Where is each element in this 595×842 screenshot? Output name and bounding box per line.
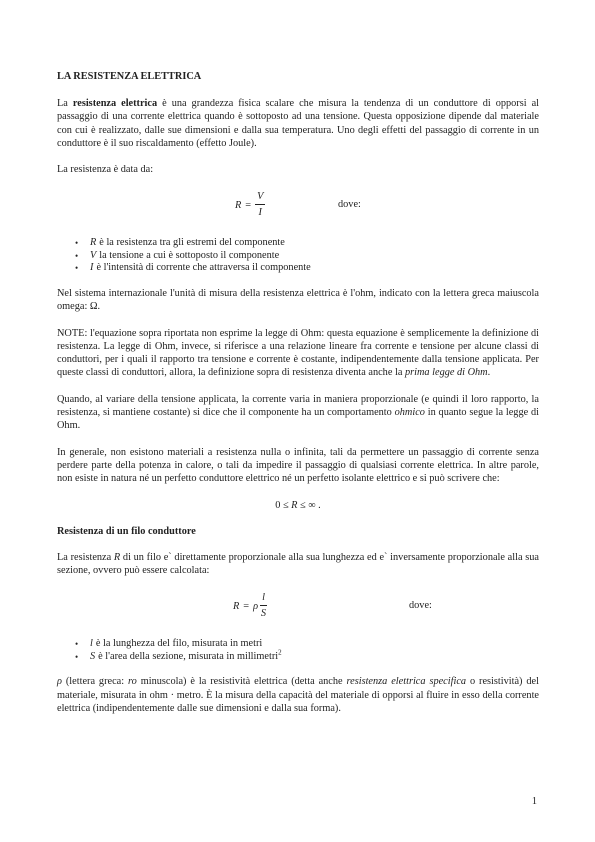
formula-equals: =: [243, 600, 250, 612]
term-resistenza-elettrica: resistenza elettrica: [72, 98, 158, 109]
bullet-icon: •: [75, 639, 79, 650]
formula-fraction: [260, 592, 267, 620]
formula-numerator: V: [255, 191, 265, 205]
formula-dove-label: dove:: [338, 199, 361, 211]
list-item: • l è la lunghezza del filo, misurata in metri: [75, 638, 263, 650]
si-unit-paragraph: Nel sistema internazionale l'unità di misura della resistenza elettrica è l'ohm, indicato con la lettera greca maiuscola omega: Ω.: [57, 287, 539, 313]
bullet-icon: •: [75, 651, 79, 662]
formula-denominator: I: [258, 207, 262, 219]
bullet-icon: •: [75, 263, 79, 274]
page-content: [57, 70, 539, 728]
formula-wire-resistance: [57, 590, 539, 630]
formula-rho: ρ: [253, 600, 259, 612]
formula-lhs: R: [233, 600, 240, 612]
section-title-filo: Resistenza di un filo conduttore: [57, 525, 196, 537]
list-item: • V la tensione a cui è sottoposto il componente: [75, 249, 280, 261]
formula-numerator: l: [260, 592, 267, 606]
note-paragraph: NOTE: l'equazione sopra riportata non esprime la legge di Ohm: questa equazione è semplicemente la definizione di resistenza. La legge di Ohm, invece, si riferisce a una relazione lineare fra corrente e tensione per alcune classi di conduttori, per i quali il rapporto tra tensione e corrente è costante, indipendentemente dalla tensione applicata. Per queste classi di conduttori, allora, la definizione sopra di resistenza diventa anche la prima legge di Ohm.: [57, 327, 539, 379]
general-paragraph: In generale, non esistono materiali a resistenza nulla o infinita, tali da permettere un passaggio di corrente senza perdere parte della potenza in calore, o tali da impedire il passaggio di qualsiasi corrente elettrica. In altre parole, non esiste in natura né un perfetto conduttore elettrico né un perfetto isolante elettrico e si può scrivere che:: [57, 446, 539, 485]
variables-list: [57, 237, 539, 275]
list-item: • I è l'intensità di corrente che attraversa il componente: [75, 262, 311, 274]
formula-resistance-definition: [57, 189, 539, 229]
resistivity-paragraph: ρ (lettera greca: ro minuscola) è la resistività elettrica (detta anche resistenza elettrica specifica o resistività) del materiale, misurata in ohm · metro. È la misura della capacità del materiale di opporsi al fluire in esso della corrente elettrica (indipendentemente dalle sue dimensioni e dalla sua forma).: [57, 676, 539, 715]
page-number: 1: [531, 796, 537, 807]
ohmic-paragraph: Quando, al variare della tensione applicata, la corrente varia in maniera proporzionale (e quindi il loro rapporto, la resistenza, si mantiene costante) si dice che il componente ha un comportamento ohmico in quanto segue la legge di Ohm.: [57, 393, 539, 432]
page-title: LA RESISTENZA ELETTRICA: [57, 71, 202, 82]
formula-fraction: [255, 191, 265, 219]
intro-paragraph: La resistenza elettrica è una grandezza fisica scalare che misura la tendenza di un conduttore di opporsi al passaggio di una corrente elettrica quando è sottoposto ad una tensione. Questa opposizione dipende dal materiale con cui è realizzato, dalle sue dimensioni e dalla sua temperatura. Uno degli effetti del passaggio di corrente in un conduttore è il suo riscaldamento (effetto Joule).: [57, 98, 540, 149]
prima-legge-di-ohm: prima legge di Ohm: [404, 367, 488, 379]
formula-denominator: S: [260, 608, 267, 620]
given-by-text: La resistenza è data da:: [57, 164, 154, 176]
resistenza-specifica-term: resistenza elettrica specifica: [346, 676, 467, 688]
bullet-icon: •: [75, 250, 79, 261]
inequality-formula: 0 ≤ R ≤ ∞ .: [275, 499, 321, 511]
formula-equals: =: [245, 199, 252, 211]
formula-dove-label: dove:: [409, 600, 432, 612]
list-item: • S è l'area della sezione, misurata in millimetri$^2$: [75, 648, 282, 662]
list-item: • R è la resistenza tra gli estremi del componente: [75, 237, 285, 249]
filo-paragraph: La resistenza R di un filo e` direttamente proporzionale alla sua lunghezza ed e` inversamente proporzionale alla sua sezione, ovvero può essere calcolata:: [57, 551, 539, 577]
bullet-icon: •: [75, 238, 79, 249]
ohmico-term: ohmico: [394, 407, 425, 419]
wire-variables-list: [57, 638, 539, 663]
formula-lhs: R: [235, 199, 242, 211]
